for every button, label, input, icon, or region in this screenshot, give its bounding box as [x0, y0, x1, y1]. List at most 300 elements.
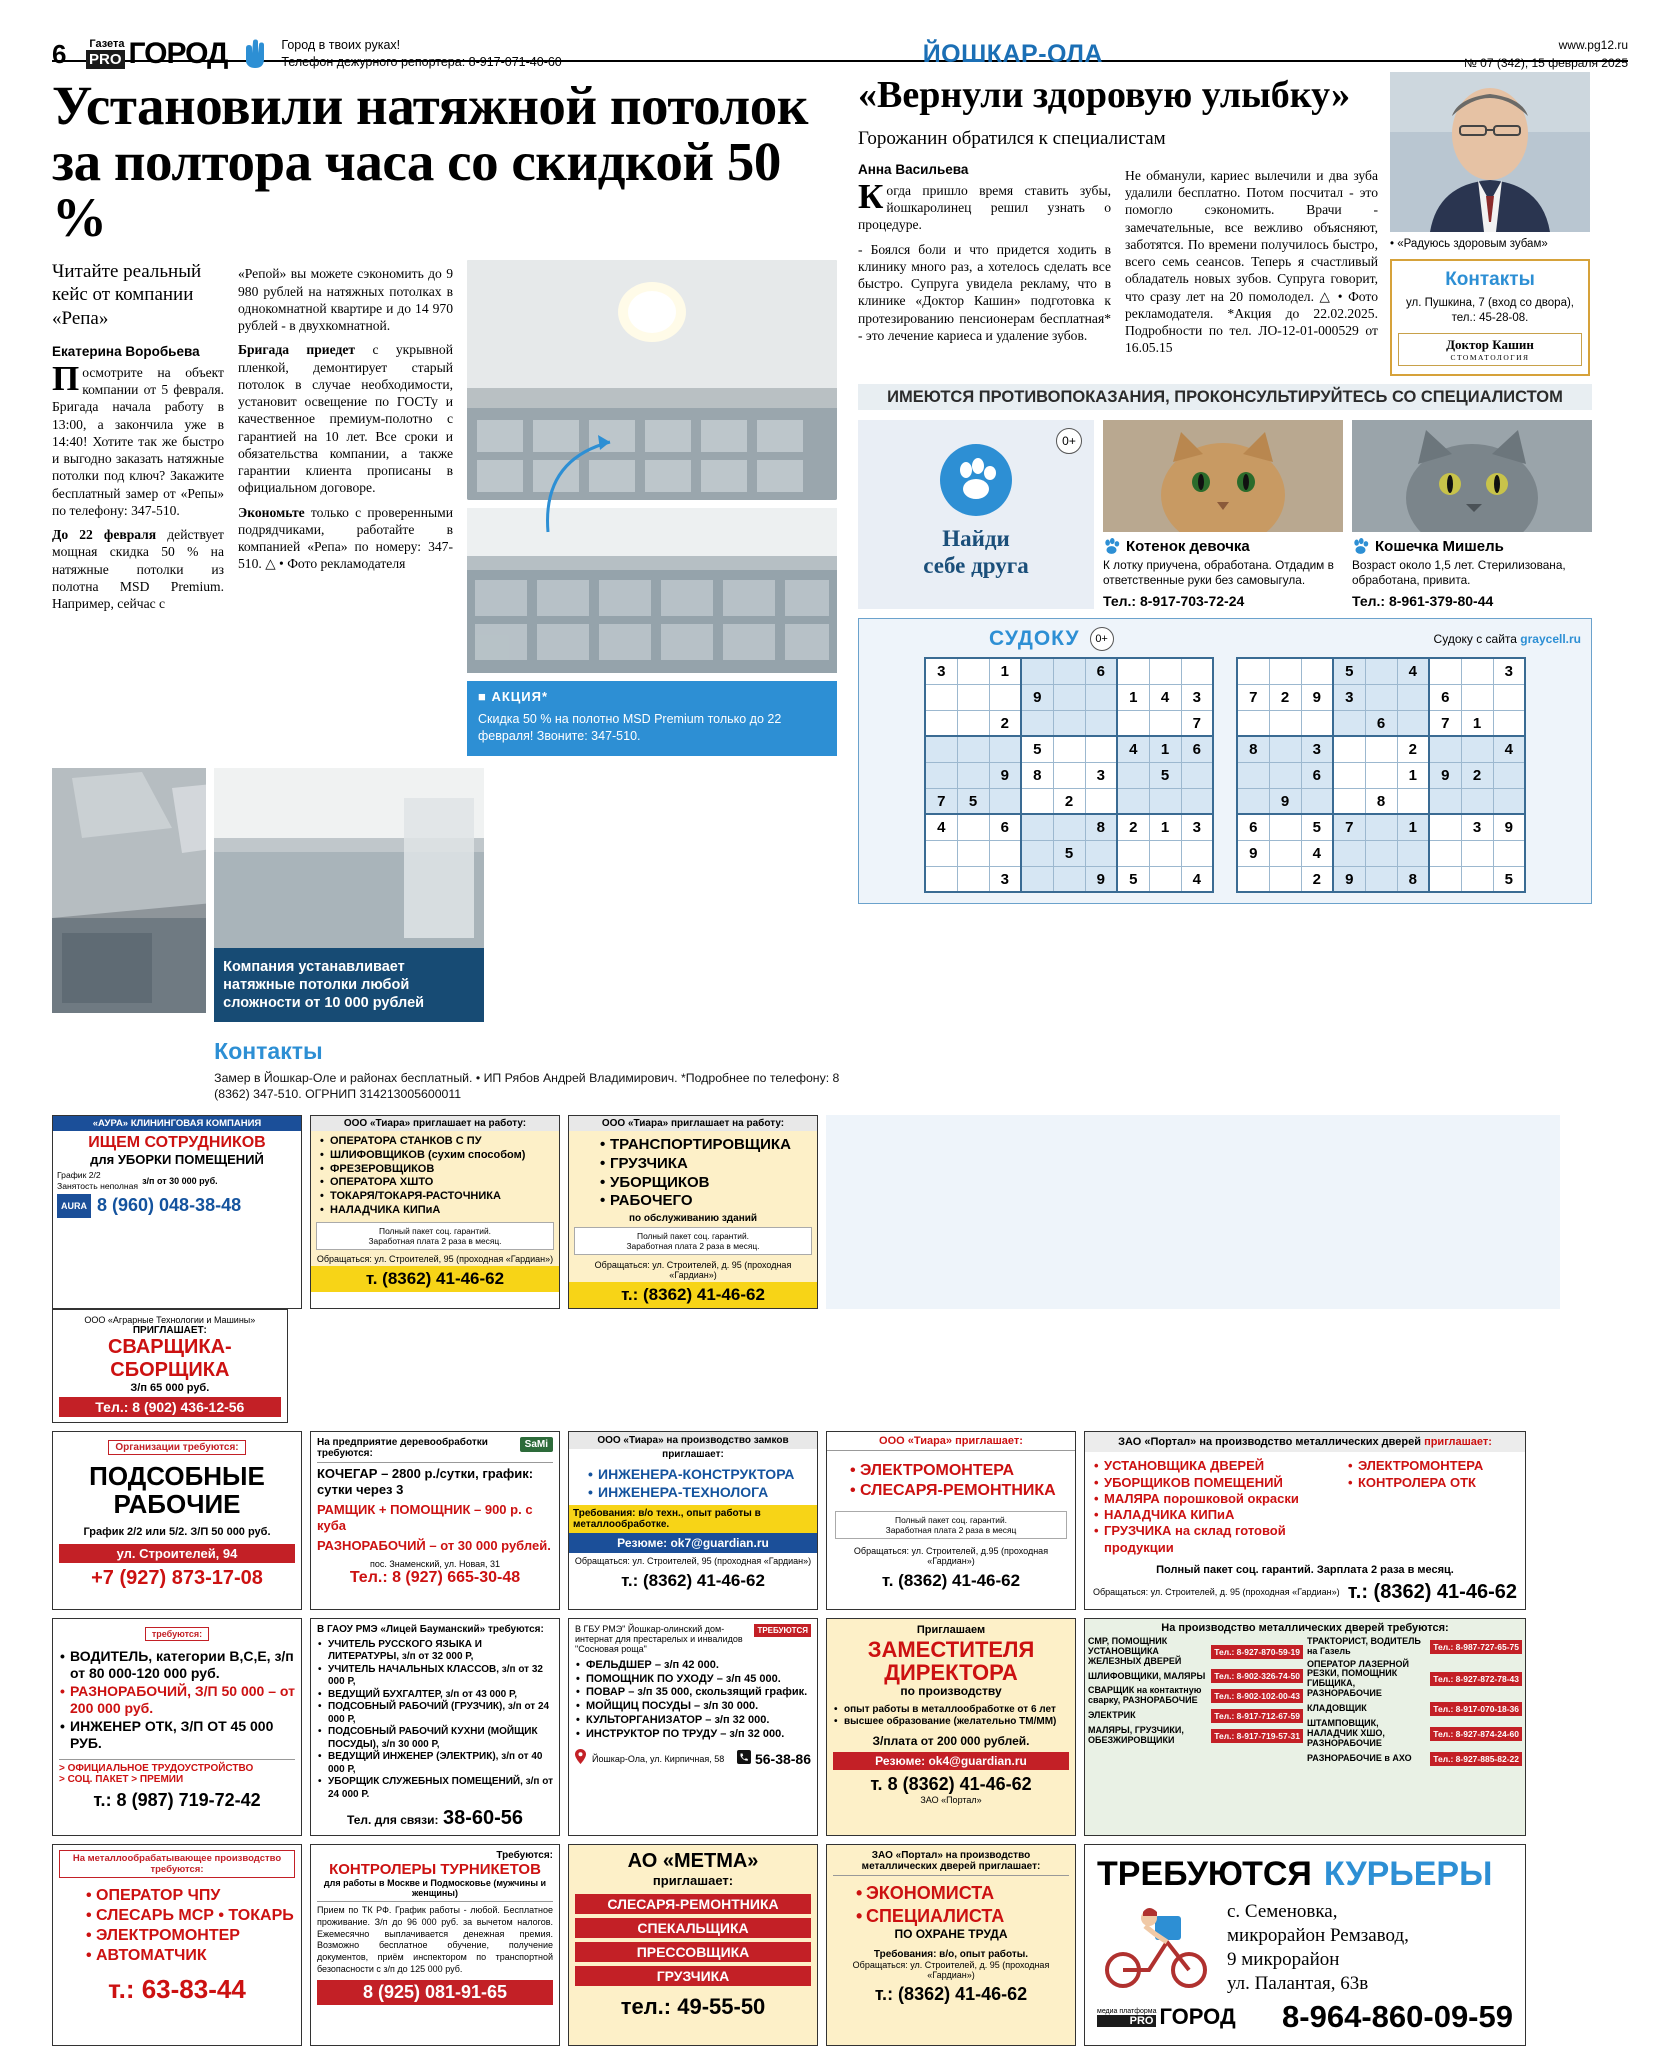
- sudoku-cell[interactable]: 6: [1085, 658, 1117, 684]
- ad-tiara-loaders[interactable]: [568, 1115, 818, 1309]
- sudoku-cell[interactable]: [925, 684, 957, 710]
- sudoku-cell[interactable]: [1365, 866, 1397, 892]
- sudoku-cell[interactable]: [957, 684, 989, 710]
- sudoku-cell[interactable]: [1493, 788, 1525, 814]
- sudoku-cell[interactable]: 1: [989, 658, 1021, 684]
- sudoku-cell[interactable]: 9: [1493, 814, 1525, 840]
- sudoku-cell[interactable]: [1301, 710, 1333, 736]
- sudoku-cell[interactable]: 9: [1237, 840, 1269, 866]
- sudoku-cell[interactable]: [925, 710, 957, 736]
- ads-row-1: [52, 1115, 1628, 1309]
- sudoku-cell[interactable]: 5: [1053, 840, 1085, 866]
- metma-phone[interactable]: тел.: 49-55-50: [620, 1994, 766, 2020]
- metma-invite: приглашает:: [652, 1873, 734, 1889]
- sudoku-cell[interactable]: 5: [1493, 866, 1525, 892]
- aura-phone[interactable]: 8 (960) 048-38-48: [97, 1195, 242, 1216]
- sudoku-cell[interactable]: [1085, 736, 1117, 762]
- portal2-phone[interactable]: т.: (8362) 41-46-62: [874, 1984, 1028, 2005]
- sudoku-cell[interactable]: [1117, 840, 1149, 866]
- ad-lyceum[interactable]: [310, 1618, 560, 1837]
- sudoku-cell[interactable]: [1461, 866, 1493, 892]
- pet-phone-1[interactable]: Тел.: 8-917-703-72-24: [1103, 593, 1245, 610]
- lyceum-phone[interactable]: 38-60-56: [442, 1807, 524, 1830]
- sudoku-cell[interactable]: [1365, 840, 1397, 866]
- sudoku-cell[interactable]: 5: [1149, 762, 1181, 788]
- portal1-org: ЗАО «Портал» на производство металлических дверей: [1118, 1436, 1421, 1449]
- sudoku-cell[interactable]: [1429, 866, 1461, 892]
- sudoku-cell[interactable]: [1053, 814, 1085, 840]
- derevo-head: На предприятие деревообработки требуются:: [317, 1437, 488, 1460]
- sudoku-cell[interactable]: 3: [1181, 814, 1213, 840]
- tiara2-phone[interactable]: т.: (8362) 41-46-62: [569, 1282, 817, 1308]
- metal-r4-tel[interactable]: Тел.: 8-927-885-82-22: [1430, 1752, 1522, 1766]
- tiara1-job-5: • НАЛАДЧИКА КИПиА: [319, 1204, 553, 1218]
- sudoku-source: [1434, 632, 1581, 646]
- derevo-job-2: РАЗНОРАБОЧИЙ – от 30 000 рублей.: [317, 1537, 551, 1553]
- agrar-phone[interactable]: Тел.: 8 (902) 436-12-56: [59, 1397, 281, 1417]
- portal1-job-l3: • НАЛАДЧИКА КИПиА: [1093, 1507, 1341, 1523]
- sudoku-cell[interactable]: [1021, 814, 1053, 840]
- sudoku-cell[interactable]: 5: [1117, 866, 1149, 892]
- ads-row-1b: [52, 1309, 1628, 1423]
- sudoku-cell[interactable]: 1: [1117, 684, 1149, 710]
- sudoku-cell[interactable]: [1461, 658, 1493, 684]
- sudoku-cell[interactable]: [1397, 710, 1429, 736]
- tiara3-job-0: • ИНЖЕНЕРА-КОНСТРУКТОРА: [587, 1466, 811, 1484]
- sudoku-cell[interactable]: [989, 840, 1021, 866]
- pet-name-2: [1352, 538, 1592, 555]
- tiara3-resume[interactable]: Резюме: ok7@guardian.ru: [569, 1533, 817, 1553]
- sudoku-title: СУДОКУ: [989, 627, 1080, 651]
- lyceum-phone-label: Тел. для связи:: [346, 1813, 439, 1828]
- metal-r1-tel[interactable]: Тел.: 8-927-872-78-43: [1430, 1672, 1522, 1686]
- sudoku-cell[interactable]: [1085, 684, 1117, 710]
- sudoku-cell[interactable]: [1237, 866, 1269, 892]
- sudoku-cell[interactable]: 1: [1149, 814, 1181, 840]
- sudoku-cell[interactable]: 5: [1333, 658, 1365, 684]
- sudoku-source-site[interactable]: graycell.ru: [1520, 632, 1581, 647]
- sudoku-cell[interactable]: 6: [989, 814, 1021, 840]
- derevo-phone[interactable]: Тел.: 8 (927) 665-30-48: [349, 1568, 521, 1586]
- ad-metal-doors-multi[interactable]: [1084, 1618, 1526, 1837]
- metal-l1-tel[interactable]: Тел.: 8-902-326-74-50: [1211, 1669, 1303, 1683]
- sudoku-cell[interactable]: 7: [1429, 710, 1461, 736]
- sudoku-cell[interactable]: 6: [1181, 736, 1213, 762]
- sudoku-cell[interactable]: [1085, 788, 1117, 814]
- sudoku-cell[interactable]: [1149, 658, 1181, 684]
- paragraph-5-text: только с проверенными подрядчиками, работайте в компанией «Репа» по номеру: 347-510. △ • Фото рекламодателя: [238, 504, 453, 572]
- old-ceiling-photo: [52, 768, 206, 1013]
- sudoku-cell[interactable]: 1: [1149, 736, 1181, 762]
- dental-paragraph-2: - Боялся боли и что придется ходить в клинику много раз, а хотелось сделать все быстро. Супруга увидела рекламу, что в клинике «Доктор Кашин» подготовка к протезированию пенсионерам бесплатная* - это лечение кариеса и удаление зубов.: [858, 241, 1111, 343]
- ad-tiara-operators[interactable]: [310, 1115, 560, 1309]
- sudoku-cell[interactable]: [1493, 684, 1525, 710]
- sudoku-row: [1237, 710, 1525, 736]
- sudoku-cell[interactable]: [989, 684, 1021, 710]
- sudoku-cell[interactable]: [1493, 762, 1525, 788]
- sudoku-cell[interactable]: 4: [1493, 736, 1525, 762]
- pet-photo-2: [1352, 420, 1592, 532]
- sudoku-cell[interactable]: [1365, 762, 1397, 788]
- sudoku-cell[interactable]: [1021, 788, 1053, 814]
- derevo-job-1: РАМЩИК + ПОМОЩНИК – 900 р. с куба: [317, 1502, 533, 1533]
- website-url[interactable]: www.pg12.ru: [1558, 38, 1628, 52]
- tiara4-jobs: [827, 1451, 1075, 1507]
- ad-agrar[interactable]: [52, 1309, 288, 1423]
- paragraph-5-bold: Экономьте: [238, 504, 305, 520]
- sudoku-cell[interactable]: 9: [1429, 762, 1461, 788]
- sudoku-cell[interactable]: [1053, 762, 1085, 788]
- ad-tiara-engineers[interactable]: [568, 1431, 818, 1610]
- lyceum-job-3: • ПОДСОБНЫЙ РАБОЧИЙ (ГРУЗЧИК), з/п от 24 000 Р,: [317, 1701, 553, 1726]
- sudoku-cell[interactable]: [1053, 658, 1085, 684]
- sudoku-cell[interactable]: 3: [1333, 684, 1365, 710]
- sudoku-cell[interactable]: [1181, 658, 1213, 684]
- sudoku-cell[interactable]: [1301, 788, 1333, 814]
- sudoku-cell[interactable]: [1397, 788, 1429, 814]
- metma-org: АО «МЕТМА»: [627, 1850, 759, 1873]
- sudoku-cell[interactable]: [957, 840, 989, 866]
- tiara3-address: Обращаться: ул. Строителей, 95 (проходная «Гардиан»): [574, 1556, 812, 1567]
- sudoku-cell[interactable]: [1181, 762, 1213, 788]
- ad-derevo[interactable]: [310, 1431, 560, 1610]
- sudoku-cell[interactable]: 2: [1117, 814, 1149, 840]
- sudoku-cell[interactable]: 2: [989, 710, 1021, 736]
- sudoku-cell[interactable]: 4: [1397, 658, 1429, 684]
- sudoku-cell[interactable]: [925, 866, 957, 892]
- sudoku-cell[interactable]: [1149, 866, 1181, 892]
- zam-invite: Приглашаем: [916, 1623, 986, 1636]
- sudoku-cell[interactable]: [1085, 710, 1117, 736]
- sudoku-cell[interactable]: [1333, 840, 1365, 866]
- portal1-job-l0: • УСТАНОВЩИКА ДВЕРЕЙ: [1093, 1458, 1341, 1474]
- sudoku-cell[interactable]: 3: [1493, 658, 1525, 684]
- promo-title: ■ АКЦИЯ*: [478, 689, 549, 705]
- portal2-req: Требования: в/о, опыт работы.: [873, 1949, 1029, 1961]
- sudoku-cell[interactable]: [1429, 814, 1461, 840]
- aura-schedule: График 2/2: [57, 1170, 101, 1181]
- sudoku-row: [1237, 684, 1525, 710]
- sudoku-cell[interactable]: 2: [1301, 866, 1333, 892]
- tiara4-note-2: Заработная плата 2 раза в месяц: [885, 1525, 1017, 1536]
- sudoku-cell[interactable]: 8: [1237, 736, 1269, 762]
- pet-desc-2: Возраст около 1,5 лет. Стерилизована, обработана, привита.: [1352, 558, 1566, 588]
- sudoku-cell[interactable]: [1269, 658, 1301, 684]
- podsob-title-2: РАБОЧИЕ: [113, 1488, 241, 1519]
- sudoku-cell[interactable]: 3: [1461, 814, 1493, 840]
- sudoku-cell[interactable]: 2: [1053, 788, 1085, 814]
- sudoku-cell[interactable]: [1053, 710, 1085, 736]
- sudoku-cell[interactable]: [1053, 684, 1085, 710]
- tiara1-phone[interactable]: т. (8362) 41-46-62: [311, 1266, 559, 1292]
- turniket-title: КОНТРОЛЕРЫ ТУРНИКЕТОВ: [329, 1861, 541, 1879]
- sudoku-cell[interactable]: [1429, 736, 1461, 762]
- rme-job-5: • ИНСТРУКТОР ПО ТРУДУ – з/п 32 000.: [575, 1728, 811, 1742]
- sudoku-cell[interactable]: 9: [1301, 684, 1333, 710]
- sudoku-cell[interactable]: 9: [989, 762, 1021, 788]
- courier-loc-4: ул. Палантая, 63в: [1227, 1972, 1369, 1994]
- zam-phone[interactable]: т. 8 (8362) 41-46-62: [870, 1773, 1032, 1794]
- sudoku-row: [1237, 736, 1525, 762]
- sudoku-cell[interactable]: [1237, 710, 1269, 736]
- zam-req-1: • опыт работы в металлообработке от 6 лет: [833, 1704, 1069, 1717]
- sudoku-cell[interactable]: [957, 866, 989, 892]
- sudoku-cell[interactable]: 9: [1269, 788, 1301, 814]
- sudoku-cell[interactable]: [1461, 736, 1493, 762]
- sudoku-cell[interactable]: [957, 658, 989, 684]
- sudoku-cell[interactable]: 2: [1397, 736, 1429, 762]
- sudoku-cell[interactable]: [1461, 684, 1493, 710]
- sudoku-cell[interactable]: 1: [1397, 814, 1429, 840]
- clinic-logo-name: Доктор Кашин: [1446, 337, 1534, 353]
- sudoku-cell[interactable]: [1021, 710, 1053, 736]
- sudoku-cell[interactable]: [1429, 658, 1461, 684]
- tiara2-job-1: • ГРУЗЧИКА: [599, 1155, 811, 1174]
- metal-l3-tel[interactable]: Тел.: 8-917-712-67-59: [1211, 1709, 1303, 1723]
- metal-l0-tel[interactable]: Тел.: 8-927-870-59-19: [1211, 1645, 1303, 1659]
- photo-caption: Компания устанавливает натяжные потолки любой сложности от 10 000 рублей: [214, 948, 484, 1022]
- turniket-phone[interactable]: 8 (925) 081-91-65: [317, 1980, 553, 2005]
- paw-mini-icon-1: [1103, 538, 1120, 555]
- sudoku-cell[interactable]: [1461, 840, 1493, 866]
- zam-req-2: • высшее образование (желательно ТМ/ММ): [833, 1716, 1069, 1729]
- sudoku-cell[interactable]: 7: [1181, 710, 1213, 736]
- sudoku-cell[interactable]: 5: [1301, 814, 1333, 840]
- ad-metalwork-prod[interactable]: [52, 1844, 302, 2046]
- sudoku-cell[interactable]: [1269, 710, 1301, 736]
- sudoku-cell[interactable]: 5: [1021, 736, 1053, 762]
- tiara4-note-1: Полный пакет соц. гарантий.: [895, 1515, 1007, 1526]
- tiara4-phone[interactable]: т. (8362) 41-46-62: [881, 1571, 1021, 1591]
- sudoku-cell[interactable]: 3: [1181, 684, 1213, 710]
- ad-group-aura[interactable]: [52, 1115, 302, 1309]
- sudoku-cell[interactable]: 7: [925, 788, 957, 814]
- aura-salary: з/п от 30 000 руб.: [142, 1175, 218, 1186]
- clinic-logo-sub: СТОМАТОЛОГИЯ: [1450, 353, 1530, 363]
- metal-r3-tel[interactable]: Тел.: 8-927-874-24-60: [1430, 1727, 1522, 1741]
- sudoku-cell[interactable]: 9: [1021, 684, 1053, 710]
- aura-line-1: ИЩЕМ СОТРУДНИКОВ: [88, 1134, 266, 1152]
- sudoku-cell[interactable]: [1269, 762, 1301, 788]
- tiara3-phone[interactable]: т.: (8362) 41-46-62: [621, 1571, 765, 1591]
- sudoku-grid-2[interactable]: [1236, 657, 1526, 893]
- sudoku-cell[interactable]: [1333, 736, 1365, 762]
- sudoku-cell[interactable]: [1053, 866, 1085, 892]
- tiara3-requirements: [569, 1505, 817, 1533]
- metal-r0-tel[interactable]: Тел.: 8-987-727-65-75: [1430, 1640, 1522, 1654]
- contacts-title: Контакты: [214, 1038, 323, 1065]
- portal1-phone[interactable]: т.: (8362) 41-46-62: [1347, 1580, 1517, 1603]
- rme-phone[interactable]: 56-38-86: [754, 1751, 811, 1768]
- sudoku-cell[interactable]: [1397, 840, 1429, 866]
- sudoku-row: [1237, 840, 1525, 866]
- metalprod-phone[interactable]: т.: 63-83-44: [108, 1974, 246, 2005]
- sudoku-cell[interactable]: 4: [925, 814, 957, 840]
- find-friend-line-1: Найди: [942, 526, 1010, 552]
- ad-portal-economist[interactable]: [826, 1844, 1076, 2046]
- sudoku-cell[interactable]: 9: [1333, 866, 1365, 892]
- sudoku-cell[interactable]: [1429, 840, 1461, 866]
- podsob-phone[interactable]: +7 (927) 873-17-08: [91, 1566, 263, 1589]
- slogan-line-2: Телефон дежурного репортера: 8-917-071-40-60: [281, 55, 562, 69]
- sudoku-cell[interactable]: [1237, 762, 1269, 788]
- driver-phone[interactable]: т.: 8 (987) 719-72-42: [93, 1789, 261, 1810]
- ad-deputy-director[interactable]: [826, 1618, 1076, 1837]
- metal-l4-tel[interactable]: Тел.: 8-917-719-57-31: [1211, 1729, 1303, 1743]
- sudoku-cell[interactable]: [957, 736, 989, 762]
- portal1-job-l2: • МАЛЯРА порошковой окраски: [1093, 1491, 1341, 1507]
- sudoku-grid-1[interactable]: [924, 657, 1214, 893]
- sudoku-cell[interactable]: [925, 762, 957, 788]
- sudoku-cell[interactable]: 6: [1365, 710, 1397, 736]
- sudoku-cell[interactable]: 4: [1301, 840, 1333, 866]
- sudoku-cell[interactable]: [1269, 814, 1301, 840]
- classified-ads: [52, 1115, 1628, 2046]
- ads-row-3: [52, 1618, 1628, 1837]
- sudoku-cell[interactable]: 7: [1333, 814, 1365, 840]
- agrar-job: СВАРЩИКА-СБОРЩИКА: [107, 1336, 232, 1382]
- metal-req-right-col: [1307, 1637, 1522, 1766]
- sudoku-cell[interactable]: [957, 762, 989, 788]
- sudoku-cell[interactable]: [1021, 840, 1053, 866]
- lyceum-job-5: • ВЕДУЩИЙ ИНЖЕНЕР (ЭЛЕКТРИК), з/п от 40 000 Р,: [317, 1751, 553, 1776]
- sudoku-cell[interactable]: [1021, 866, 1053, 892]
- sudoku-cell[interactable]: [1365, 814, 1397, 840]
- slogan: [281, 37, 561, 71]
- zam-resume[interactable]: Резюме: ok4@guardian.ru: [833, 1752, 1069, 1770]
- sudoku-row: [925, 710, 1213, 736]
- sudoku-cell[interactable]: 8: [1021, 762, 1053, 788]
- sudoku-cell[interactable]: [1053, 736, 1085, 762]
- sudoku-cell[interactable]: [1085, 840, 1117, 866]
- pet-phone-2[interactable]: Тел.: 8-961-379-80-44: [1352, 593, 1494, 610]
- sudoku-cell[interactable]: 6: [1237, 814, 1269, 840]
- sudoku-cell[interactable]: [957, 710, 989, 736]
- sudoku-cell[interactable]: 1: [1397, 762, 1429, 788]
- sudoku-cell[interactable]: [1117, 710, 1149, 736]
- ad-tiara-electrician[interactable]: [826, 1431, 1076, 1610]
- dentist-patient-photo: [1390, 72, 1590, 232]
- metal-l2-tel[interactable]: Тел.: 8-902-102-00-43: [1211, 1689, 1303, 1703]
- courier-title-1: ТРЕБУЮТСЯ: [1097, 1855, 1312, 1894]
- sudoku-cell[interactable]: 3: [1301, 736, 1333, 762]
- sudoku-cell[interactable]: [1181, 788, 1213, 814]
- courier-loc-1: с. Семеновка,: [1227, 1901, 1338, 1923]
- ad-rme-home[interactable]: [568, 1618, 818, 1837]
- sudoku-cell[interactable]: [1117, 788, 1149, 814]
- metal-l2-job: СВАРЩИК на контактную сварку, РАЗНОРАБОЧИЕ: [1088, 1685, 1202, 1706]
- sudoku-cell[interactable]: 8: [1365, 788, 1397, 814]
- metal-l1-job: ШЛИФОВЩИКИ, МАЛЯРЫ: [1088, 1670, 1206, 1681]
- rme-badge: ТРЕБУЮТСЯ: [754, 1624, 811, 1637]
- sudoku-cell[interactable]: [989, 788, 1021, 814]
- sudoku-cell[interactable]: [1269, 736, 1301, 762]
- sudoku-cell[interactable]: [1117, 658, 1149, 684]
- sudoku-cell[interactable]: 4: [1181, 866, 1213, 892]
- sudoku-cell[interactable]: 7: [1237, 684, 1269, 710]
- metal-req-head: На производство металлических дверей требуются:: [1161, 1621, 1449, 1634]
- courier-phone[interactable]: 8-964-860-09-59: [1282, 1999, 1513, 2035]
- sudoku-cell[interactable]: [925, 840, 957, 866]
- sudoku-cell[interactable]: [1493, 710, 1525, 736]
- sudoku-cell[interactable]: [1237, 788, 1269, 814]
- sudoku-cell[interactable]: 2: [1461, 762, 1493, 788]
- article-lead: Читайте реальный кейс от компании «Репа»: [52, 261, 202, 329]
- sudoku-cell[interactable]: 2: [1269, 684, 1301, 710]
- sudoku-cell[interactable]: [1149, 710, 1181, 736]
- agrar-org: ООО «Аграрные Технологии и Машины»: [84, 1315, 256, 1326]
- page-title: Установили натяжной потолок за полтора часа со скидкой 50 %: [52, 75, 808, 249]
- sudoku-cell[interactable]: [957, 814, 989, 840]
- sudoku-cell[interactable]: 4: [1149, 684, 1181, 710]
- sudoku-cell[interactable]: 8: [1085, 814, 1117, 840]
- sudoku-cell[interactable]: [1365, 684, 1397, 710]
- sudoku-cell[interactable]: 9: [1085, 866, 1117, 892]
- sudoku-cell[interactable]: 3: [989, 866, 1021, 892]
- derevo-address: пос. Знаменский, ул. Новая, 31: [369, 1558, 501, 1569]
- ad-portal-doors[interactable]: [1084, 1431, 1526, 1610]
- sudoku-cell[interactable]: 8: [1397, 866, 1429, 892]
- sudoku-cell[interactable]: [1181, 840, 1213, 866]
- sudoku-cell[interactable]: [1493, 840, 1525, 866]
- tiara4-note: [835, 1511, 1067, 1539]
- clinic-address: ул. Пушкина, 7 (вход со двора), тел.: 45-28-08.: [1405, 297, 1574, 325]
- metal-r2-tel[interactable]: Тел.: 8-917-070-18-36: [1430, 1702, 1522, 1716]
- sudoku-cell[interactable]: [1269, 840, 1301, 866]
- dental-article: [858, 72, 1592, 376]
- sudoku-cell[interactable]: [1149, 840, 1181, 866]
- sudoku-cell[interactable]: [1461, 788, 1493, 814]
- sudoku-cell[interactable]: [1333, 710, 1365, 736]
- tiara2-note-2: Заработная плата 2 раза в месяц.: [626, 1241, 760, 1252]
- sudoku-cell[interactable]: [1269, 866, 1301, 892]
- sudoku-cell[interactable]: 1: [1461, 710, 1493, 736]
- ad-driver[interactable]: [52, 1618, 302, 1837]
- ad-metma[interactable]: [568, 1844, 818, 2046]
- ad-podsobnye[interactable]: [52, 1431, 302, 1610]
- sudoku-cell[interactable]: [925, 736, 957, 762]
- portal2-org: ЗАО «Портал» на производство металлических дверей приглашает:: [861, 1850, 1041, 1873]
- sudoku-cell[interactable]: [1237, 658, 1269, 684]
- sudoku-cell[interactable]: [1397, 684, 1429, 710]
- sudoku-cell[interactable]: [989, 736, 1021, 762]
- derevo-jobs: [317, 1466, 553, 1553]
- tiara3-req-text: Требования: в/о техн., опыт работы в металлообработке.: [573, 1508, 761, 1531]
- sudoku-cell[interactable]: [1333, 762, 1365, 788]
- zam-sub: по производству: [900, 1683, 1002, 1698]
- sudoku-cell[interactable]: [1301, 658, 1333, 684]
- sudoku-cell[interactable]: [1333, 788, 1365, 814]
- driver-job-2: • ИНЖЕНЕР ОТК, З/П ОТ 45 000 РУБ.: [59, 1718, 295, 1753]
- sudoku-cell[interactable]: 3: [1085, 762, 1117, 788]
- ad-turnstile-controllers[interactable]: [310, 1844, 560, 2046]
- tiara1-job-0: • ОПЕРАТОРА СТАНКОВ С ПУ: [319, 1135, 553, 1149]
- sudoku-cell[interactable]: 6: [1301, 762, 1333, 788]
- sudoku-cell[interactable]: [1021, 658, 1053, 684]
- paragraph-2-text: действует мощная скидка 50 % на натяжные потолки из полотна MSD Premium. Например, сейчас с: [52, 527, 224, 612]
- sudoku-cell[interactable]: [1365, 658, 1397, 684]
- sudoku-cell[interactable]: [1365, 736, 1397, 762]
- sudoku-cell[interactable]: 5: [957, 788, 989, 814]
- sudoku-cell[interactable]: [1117, 762, 1149, 788]
- ad-courier[interactable]: [1084, 1844, 1526, 2046]
- sudoku-cell[interactable]: [1149, 788, 1181, 814]
- sudoku-cell[interactable]: 6: [1429, 684, 1461, 710]
- sudoku-cell[interactable]: [1429, 788, 1461, 814]
- lyceum-job-6: • УБОРЩИК СЛУЖЕБНЫХ ПОМЕЩЕНИЙ, з/п от 24 000 Р.: [317, 1776, 553, 1801]
- sudoku-cell[interactable]: 3: [925, 658, 957, 684]
- sudoku-cell[interactable]: 4: [1117, 736, 1149, 762]
